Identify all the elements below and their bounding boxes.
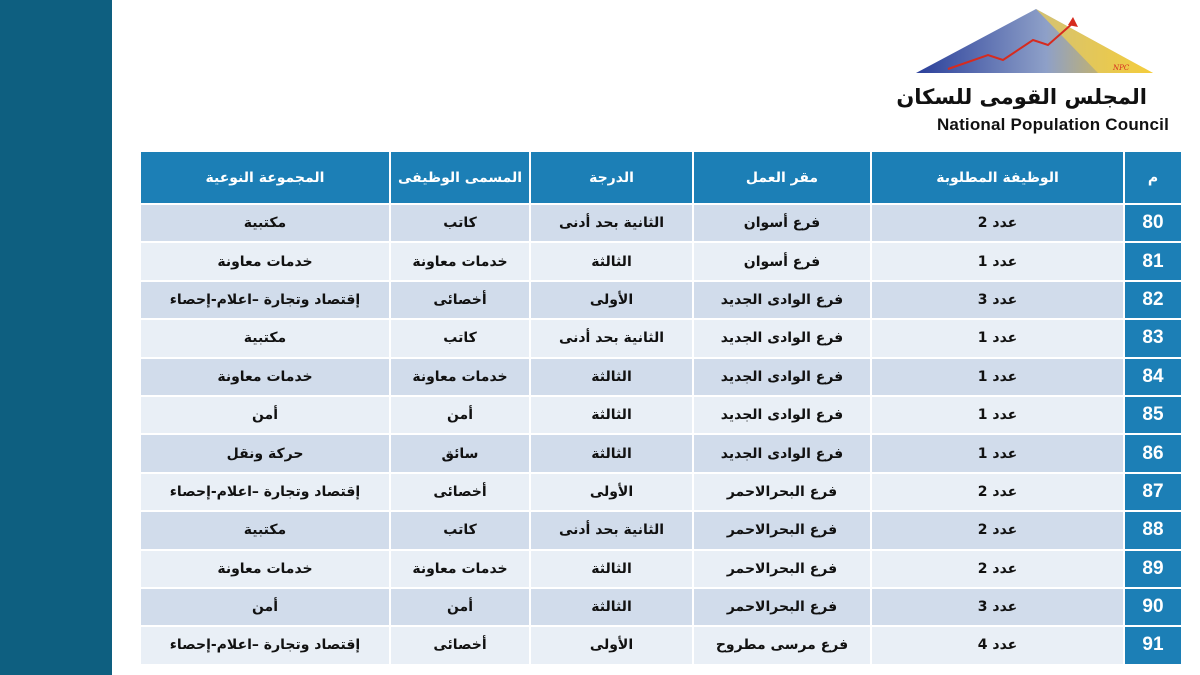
- row-group: خدمات معاونة: [140, 242, 390, 280]
- row-grade: الثالثة: [530, 242, 693, 280]
- header-location: مقر العمل: [693, 151, 871, 204]
- row-job: عدد 2: [871, 550, 1124, 588]
- row-num: 88: [1124, 511, 1182, 549]
- row-location: فرع الوادى الجديد: [693, 358, 871, 396]
- row-title: خدمات معاونة: [390, 242, 530, 280]
- row-grade: الثانية بحد أدنى: [530, 319, 693, 357]
- npc-logo: [896, 5, 1175, 135]
- row-location: فرع أسوان: [693, 204, 871, 242]
- row-title: أخصائى: [390, 473, 530, 511]
- row-grade: الثانية بحد أدنى: [530, 204, 693, 242]
- row-num: 86: [1124, 434, 1182, 472]
- row-group: أمن: [140, 588, 390, 626]
- row-location: فرع البحرالاحمر: [693, 550, 871, 588]
- row-location: فرع البحرالاحمر: [693, 473, 871, 511]
- row-job: عدد 1: [871, 434, 1124, 472]
- row-num: 89: [1124, 550, 1182, 588]
- row-title: أمن: [390, 396, 530, 434]
- row-group: مكتبية: [140, 319, 390, 357]
- table-row: [140, 473, 1182, 511]
- header-grade: الدرجة: [530, 151, 693, 204]
- row-grade: الثالثة: [530, 434, 693, 472]
- row-location: فرع البحرالاحمر: [693, 511, 871, 549]
- table-row: [140, 588, 1182, 626]
- row-title: سائق: [390, 434, 530, 472]
- row-job: عدد 1: [871, 396, 1124, 434]
- row-grade: الثالثة: [530, 358, 693, 396]
- table-row: [140, 396, 1182, 434]
- table-row: [140, 626, 1182, 664]
- row-grade: الأولى: [530, 281, 693, 319]
- table-row: [140, 281, 1182, 319]
- npc-pyramid-icon: [908, 5, 1158, 80]
- table-row: [140, 242, 1182, 280]
- row-location: فرع الوادى الجديد: [693, 396, 871, 434]
- row-title: أخصائى: [390, 626, 530, 664]
- row-group: إقتصاد وتجارة –اعلام-إحصاء: [140, 626, 390, 664]
- left-side-bar: [0, 0, 112, 675]
- logo-arabic-name: المجلس القومى للسكان: [896, 85, 1147, 109]
- row-location: فرع أسوان: [693, 242, 871, 280]
- row-grade: الثالثة: [530, 396, 693, 434]
- row-group: مكتبية: [140, 511, 390, 549]
- jobs-table: [139, 150, 1183, 666]
- row-group: أمن: [140, 396, 390, 434]
- row-job: عدد 2: [871, 204, 1124, 242]
- header-num: م: [1124, 151, 1182, 204]
- row-location: فرع الوادى الجديد: [693, 434, 871, 472]
- npc-mark-text: NPC: [1113, 64, 1130, 72]
- logo-english-name: National Population Council: [936, 115, 1169, 134]
- row-group: خدمات معاونة: [140, 550, 390, 588]
- row-num: 84: [1124, 358, 1182, 396]
- row-job: عدد 2: [871, 473, 1124, 511]
- table-row: [140, 511, 1182, 549]
- row-group: مكتبية: [140, 204, 390, 242]
- row-grade: الثالثة: [530, 588, 693, 626]
- table-row: [140, 358, 1182, 396]
- row-title: أمن: [390, 588, 530, 626]
- row-location: فرع الوادى الجديد: [693, 319, 871, 357]
- row-title: كاتب: [390, 204, 530, 242]
- row-title: خدمات معاونة: [390, 550, 530, 588]
- row-group: خدمات معاونة: [140, 358, 390, 396]
- row-grade: الثالثة: [530, 550, 693, 588]
- row-job: عدد 1: [871, 358, 1124, 396]
- row-num: 80: [1124, 204, 1182, 242]
- table-header-row: [140, 151, 1182, 204]
- row-title: كاتب: [390, 319, 530, 357]
- row-location: فرع البحرالاحمر: [693, 588, 871, 626]
- row-grade: الأولى: [530, 473, 693, 511]
- row-grade: الأولى: [530, 626, 693, 664]
- row-job: عدد 3: [871, 281, 1124, 319]
- table-row: [140, 550, 1182, 588]
- row-job: عدد 1: [871, 242, 1124, 280]
- row-num: 82: [1124, 281, 1182, 319]
- row-num: 81: [1124, 242, 1182, 280]
- row-num: 90: [1124, 588, 1182, 626]
- table-row: [140, 319, 1182, 357]
- header-job: الوظيفة المطلوبة: [871, 151, 1124, 204]
- row-title: خدمات معاونة: [390, 358, 530, 396]
- row-job: عدد 3: [871, 588, 1124, 626]
- row-job: عدد 1: [871, 319, 1124, 357]
- row-grade: الثانية بحد أدنى: [530, 511, 693, 549]
- row-location: فرع الوادى الجديد: [693, 281, 871, 319]
- header-title: المسمى الوظيفى: [390, 151, 530, 204]
- row-title: كاتب: [390, 511, 530, 549]
- row-title: أخصائى: [390, 281, 530, 319]
- row-job: عدد 4: [871, 626, 1124, 664]
- row-group: حركة ونقل: [140, 434, 390, 472]
- table-row: [140, 434, 1182, 472]
- row-num: 91: [1124, 626, 1182, 664]
- table-row: [140, 204, 1182, 242]
- header-group: المجموعة النوعية: [140, 151, 390, 204]
- row-group: إقتصاد وتجارة –اعلام-إحصاء: [140, 473, 390, 511]
- row-num: 87: [1124, 473, 1182, 511]
- row-group: إقتصاد وتجارة –اعلام-إحصاء: [140, 281, 390, 319]
- row-location: فرع مرسى مطروح: [693, 626, 871, 664]
- row-num: 83: [1124, 319, 1182, 357]
- row-job: عدد 2: [871, 511, 1124, 549]
- row-num: 85: [1124, 396, 1182, 434]
